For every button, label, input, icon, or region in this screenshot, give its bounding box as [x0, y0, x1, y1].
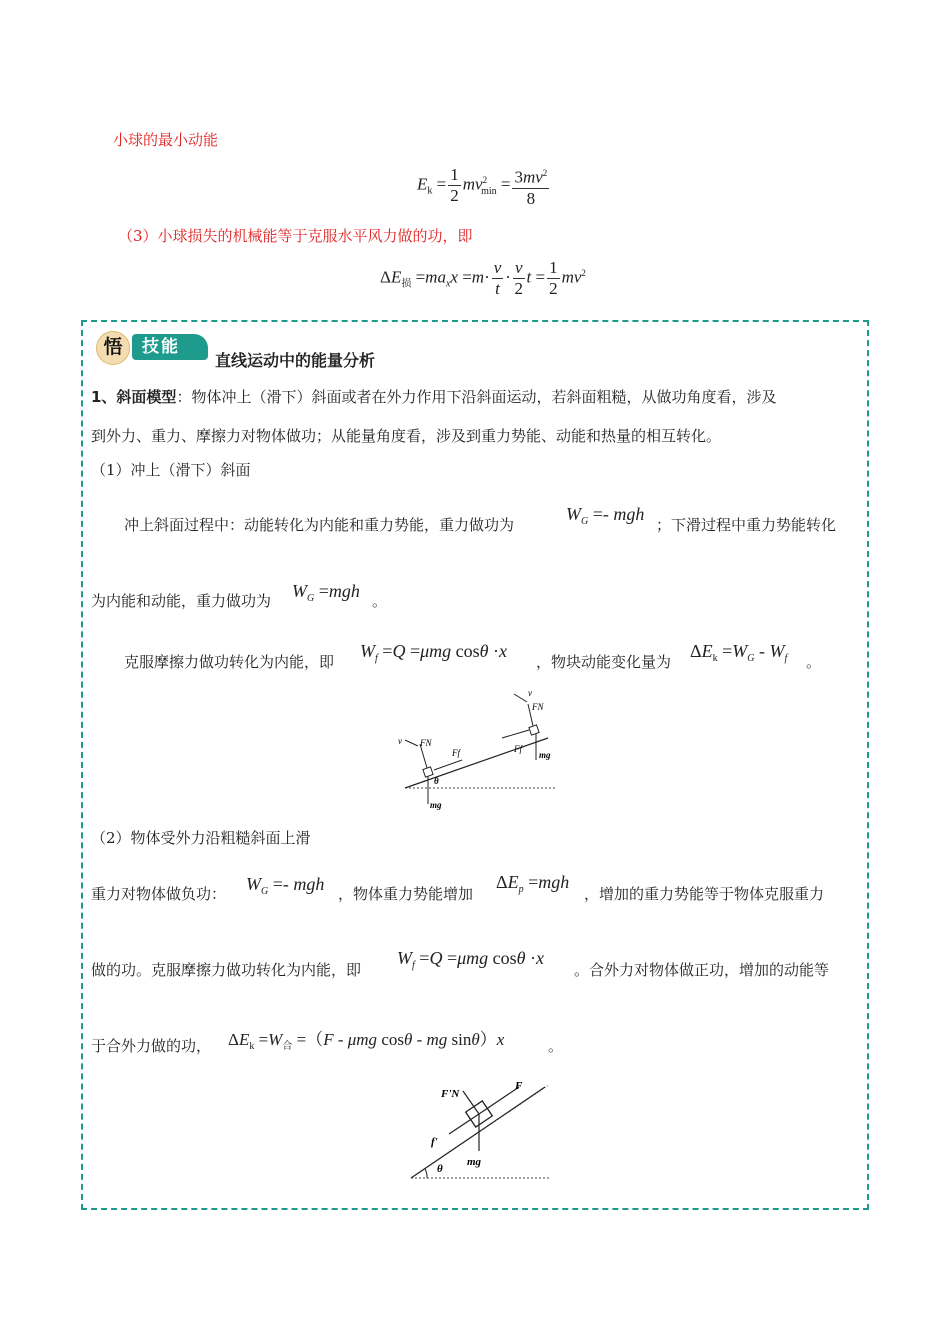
label-fn-upper: FN	[532, 702, 544, 712]
label-mg-lower: mg	[430, 800, 442, 810]
incline-diagram-1	[390, 684, 560, 814]
s1-e: 克服摩擦力做功转化为内能，即	[124, 653, 335, 671]
s2-g: 。	[548, 1037, 564, 1055]
block-upper	[529, 725, 539, 735]
f-arrow	[479, 1087, 519, 1114]
s2-b: ，物体重力势能增加	[338, 885, 474, 903]
label-f: F	[515, 1080, 523, 1092]
s1-b: ；下滑过程中重力势能转化	[656, 516, 837, 534]
energy-loss-formula: $\Delta E_损 =ma_xx =m\cdot$ $\frac{v}{t}$ · $\frac{v}{2}$ t = $\frac{1}{2}$ $mv^2$	[380, 258, 586, 298]
label-fn-lower: FN	[420, 738, 432, 748]
p1-bold: 1、斜面模型	[91, 388, 177, 406]
label-f-prime: f'	[431, 1136, 438, 1148]
label-ff-upper: Ff	[514, 744, 522, 754]
label-mg-upper: mg	[539, 750, 551, 760]
skill-title: 直线运动中的能量分析	[215, 351, 376, 370]
min-ke-formula: $E_k$ = $\frac{1}{2}$ $mv^2_{min}$ = $\frac{3mv^2}{8}$	[417, 163, 551, 209]
s2-d: 做的功。克服摩擦力做功转化为内能，即	[91, 961, 362, 979]
s1-g: 。	[806, 653, 822, 671]
s1-f: ，物块动能变化量为	[536, 653, 672, 671]
label-theta-2: θ	[437, 1163, 443, 1175]
s2-a: 重力对物体做负功：	[91, 885, 227, 903]
delta-ek-formula: $\Delta E_k =W_G - W_f$	[690, 641, 788, 664]
incline-diagram-2	[405, 1075, 555, 1185]
wg-neg-formula-2: $W_G$ =- mgh	[246, 874, 325, 897]
sub2-heading: （2）物体受外力沿粗糙斜面上滑	[91, 829, 311, 847]
ff-arrow-upper	[502, 730, 529, 738]
s1-c: 为内能和动能，重力做功为	[91, 592, 272, 610]
v-arrow-lower	[405, 740, 418, 746]
angle-arc	[425, 1169, 427, 1178]
badge-wu-text: 悟	[103, 336, 123, 358]
label-fn-prime: F'N	[441, 1088, 460, 1100]
delta-ep-formula: $\Delta E_p =mgh$	[496, 872, 570, 895]
skill-badge	[92, 328, 212, 364]
friction-work-formula-2: $W_f =Q =\mu mg$ cosθ ·x	[397, 948, 544, 971]
s1-line1	[124, 515, 514, 535]
sub1-heading: （1）冲上（滑下）斜面	[91, 461, 251, 479]
s1-d: 。	[372, 592, 388, 610]
s2-f: 于合外力做的功，	[91, 1037, 212, 1055]
friction-arrow	[449, 1114, 479, 1134]
wg-pos-formula: $W_G =mgh$	[292, 581, 360, 604]
wg-neg-formula: $W_G$ =- mgh	[566, 504, 645, 527]
label-ff-lower: Ff	[452, 748, 460, 758]
ff-arrow-lower	[434, 760, 462, 770]
p1-line1	[91, 387, 776, 407]
label-v-lower: v	[398, 736, 402, 746]
s2-e: 。合外力对物体做正功，增加的动能等	[574, 961, 830, 979]
delta-ek-net-formula: $\Delta E_k =W_合 =(F - \mu mg$ cosθ - mg sinθ）x	[228, 1030, 505, 1052]
min-ke-label: 小球的最小动能	[113, 131, 219, 149]
block-lower	[423, 767, 433, 777]
p1-line2: 到外力、重力、摩擦力对物体做功；从能量角度看，涉及到重力势能、动能和热量的相互转化。	[91, 427, 722, 445]
label-mg: mg	[467, 1156, 482, 1168]
v-arrow-upper	[514, 694, 527, 702]
s1-a: 冲上斜面过程中：动能转化为内能和重力势能，重力做功为	[124, 516, 515, 534]
s2-c: ，增加的重力势能等于物体克服重力	[584, 885, 825, 903]
label-theta-1: θ	[434, 776, 439, 786]
p1-rest: ：物体冲上（滑下）斜面或者在外力作用下沿斜面运动，若斜面粗糙，从做功角度看，涉及	[176, 388, 777, 406]
part3-text: （3）小球损失的机械能等于克服水平风力做的功，即	[118, 227, 473, 245]
fn-arrow	[463, 1091, 479, 1114]
label-v-upper: v	[528, 688, 532, 698]
friction-work-formula: $W_f =Q =\mu mg$ cosθ ·x	[360, 641, 507, 664]
badge-skill-text: 技能	[142, 337, 180, 357]
